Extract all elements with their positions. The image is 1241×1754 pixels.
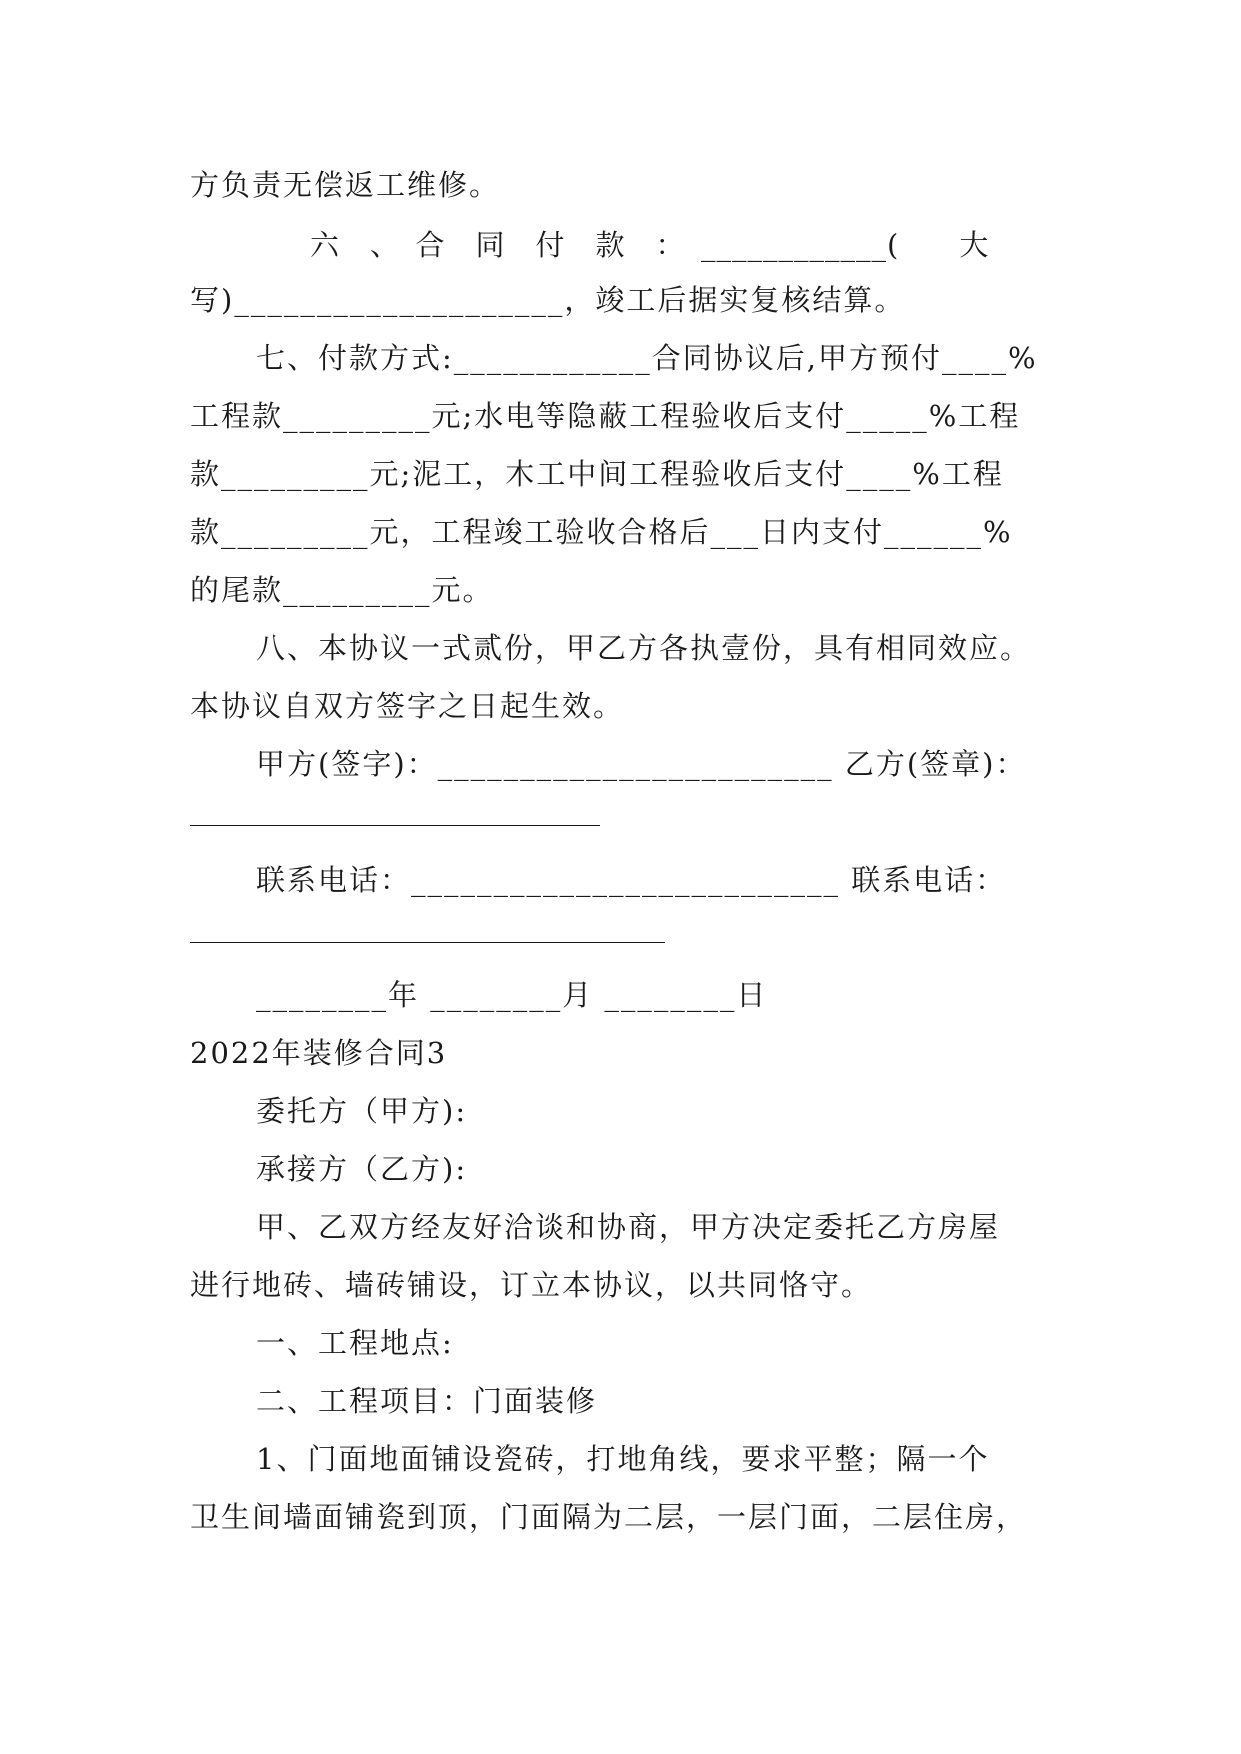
text-line-22: 卫生间墙面铺瓷到顶，门面隔为二层，一层门面，二层住房， xyxy=(190,1500,1028,1534)
text-line-4: 七、付款方式:____________合同协议后,甲方预付____% xyxy=(256,341,1038,375)
text-line-17: 甲、乙双方经友好洽谈和协商，甲方决定委托乙方房屋 xyxy=(256,1210,1001,1244)
phone-line: 联系电话：__________________________ 联系电话： xyxy=(256,863,1007,897)
text-line-contractor: 承接方（乙方): xyxy=(256,1152,468,1186)
text-line-3: 写)____________________，竣工后据实复核结算。 xyxy=(190,283,906,317)
text-line-18: 进行地砖、墙砖铺设，订立本协议，以共同恪守。 xyxy=(190,1268,873,1302)
text-line-9: 八、本协议一式贰份，甲乙方各执壹份，具有相同效应。 xyxy=(256,631,1032,665)
text-line-2: 六 、 合 同 付 款 ： ____________( 大 xyxy=(310,228,990,262)
text-line-20: 二、工程项目：门面装修 xyxy=(256,1384,598,1418)
text-line-5: 工程款_________元;水电等隐蔽工程验收后支付_____%工程 xyxy=(190,399,1021,433)
text-line-7: 款_________元，工程竣工验收合格后___日内支付______% xyxy=(190,515,1013,549)
phone-rule-party-b xyxy=(190,942,665,943)
text-line-10: 本协议自双方签字之日起生效。 xyxy=(190,689,625,723)
text-line-client: 委托方（甲方): xyxy=(256,1094,468,1128)
text-line-21: 1、门面地面铺设瓷砖，打地角线，要求平整；隔一个 xyxy=(256,1442,990,1476)
signature-line-party-a: 甲方(签字)：________________________ 乙方(签章)： xyxy=(256,747,1027,781)
text-line-1: 方负责无偿返工维修。 xyxy=(190,168,501,202)
date-line: ________年 ________月 ________日 xyxy=(256,978,768,1012)
signature-rule-party-b xyxy=(190,825,600,826)
text-line-6: 款_________元;泥工，木工中间工程验收后支付____%工程 xyxy=(190,457,1004,491)
section-title: 2022年装修合同3 xyxy=(190,1036,448,1070)
text-line-19: 一、工程地点: xyxy=(256,1326,454,1360)
text-line-8: 的尾款_________元。 xyxy=(190,573,494,607)
